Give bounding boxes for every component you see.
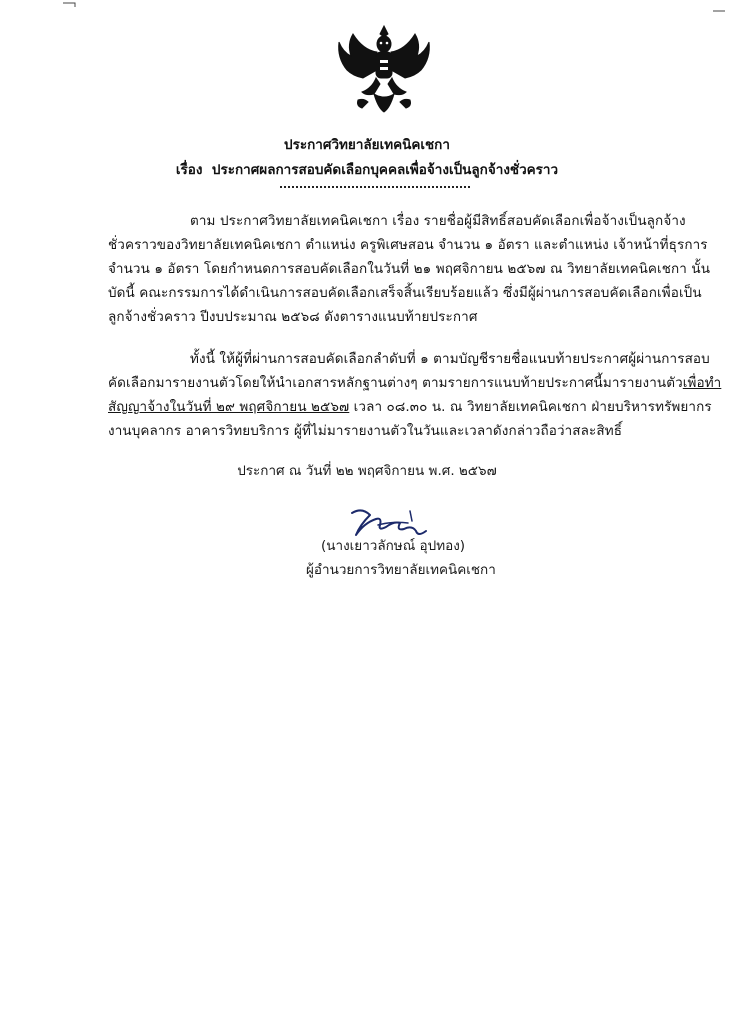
announcement-date: ประกาศ ณ วันที่ ๒๒ พฤศจิกายน พ.ศ. ๒๕๖๗ bbox=[237, 463, 497, 479]
paragraph1-line5: ลูกจ้างชั่วคราว ปีงบประมาณ ๒๕๖๘ ดังตารางแนบท้ายประกาศ bbox=[108, 309, 478, 325]
contract-date-highlight-start: เพื่อทำ bbox=[682, 375, 722, 391]
paragraph2-line4: งานบุคลากร อาคารวิทยบริการ ผู้ที่ไม่มารายงานตัวในวันและเวลาดังกล่าวถือว่าสละสิทธิ์ bbox=[108, 423, 623, 439]
document-subject bbox=[0, 158, 734, 180]
paragraph2-line2 bbox=[108, 371, 721, 393]
subject-text: ประกาศผลการสอบคัดเลือกบุคคลเพื่อจ้างเป็นลูกจ้างชั่วคราว bbox=[211, 162, 559, 178]
paragraph2-line1: ทั้งนี้ ให้ผู้ที่ผ่านการสอบคัดเลือกลำดับที่ ๑ ตามบัญชีรายชื่อแนบท้ายประกาศผู้ผ่านการสอบ bbox=[190, 351, 710, 367]
paragraph2-line2-text: คัดเลือกมารายงานตัวโดยให้นำเอกสารหลักฐานต่างๆ ตามรายการแนบท้ายประกาศนี้มารายงานตัว bbox=[108, 375, 683, 391]
paragraph1-line2: ชั่วคราวของวิทยาลัยเทคนิคเชกา ตำแหน่ง ครูพิเศษสอน จำนวน ๑ อัตรา และตำแหน่ง เจ้าหน้าที่ธุรการ bbox=[108, 237, 708, 253]
subject-label: เรื่อง bbox=[175, 162, 203, 178]
paragraph2-line3 bbox=[108, 395, 712, 417]
paragraph1-line4: บัดนี้ คณะกรรมการได้ดำเนินการสอบคัดเลือกเสร็จสิ้นเรียบร้อยแล้ว ซึ่งมีผู้ผ่านการสอบคัดเลือกเพื่อเป็น bbox=[108, 285, 702, 301]
signatory-position: ผู้อำนวยการวิทยาลัยเทคนิคเชกา bbox=[306, 562, 496, 578]
paragraph1-line3: จำนวน ๑ อัตรา โดยกำหนดการสอบคัดเลือกในวันที่ ๒๑ พฤศจิกายน ๒๕๖๗ ณ วิทยาลัยเทคนิคเชกา นั้น bbox=[108, 261, 711, 277]
paragraph2-line3-text: เวลา ๐๘.๓๐ น. ณ วิทยาลัยเทคนิคเชกา ฝ่ายบริหารทรัพยากร bbox=[349, 399, 712, 415]
paragraph1-line1: ตาม ประกาศวิทยาลัยเทคนิคเชกา เรื่อง รายชื่อผู้มีสิทธิ์สอบคัดเลือกเพื่อจ้างเป็นลูกจ้าง bbox=[190, 213, 686, 229]
document-title: ประกาศวิทยาลัยเทคนิคเชกา bbox=[284, 137, 450, 153]
contract-date-highlight: สัญญาจ้างในวันที่ ๒๙ พฤศจิกายน ๒๕๖๗ bbox=[108, 399, 350, 415]
signatory-name: (นางเยาวลักษณ์ อุปทอง) bbox=[321, 538, 466, 554]
garuda-emblem-icon bbox=[334, 20, 434, 120]
dotted-divider bbox=[280, 186, 470, 188]
scan-corner-mark-icon bbox=[62, 2, 76, 12]
scan-corner-mark-icon bbox=[712, 6, 726, 16]
